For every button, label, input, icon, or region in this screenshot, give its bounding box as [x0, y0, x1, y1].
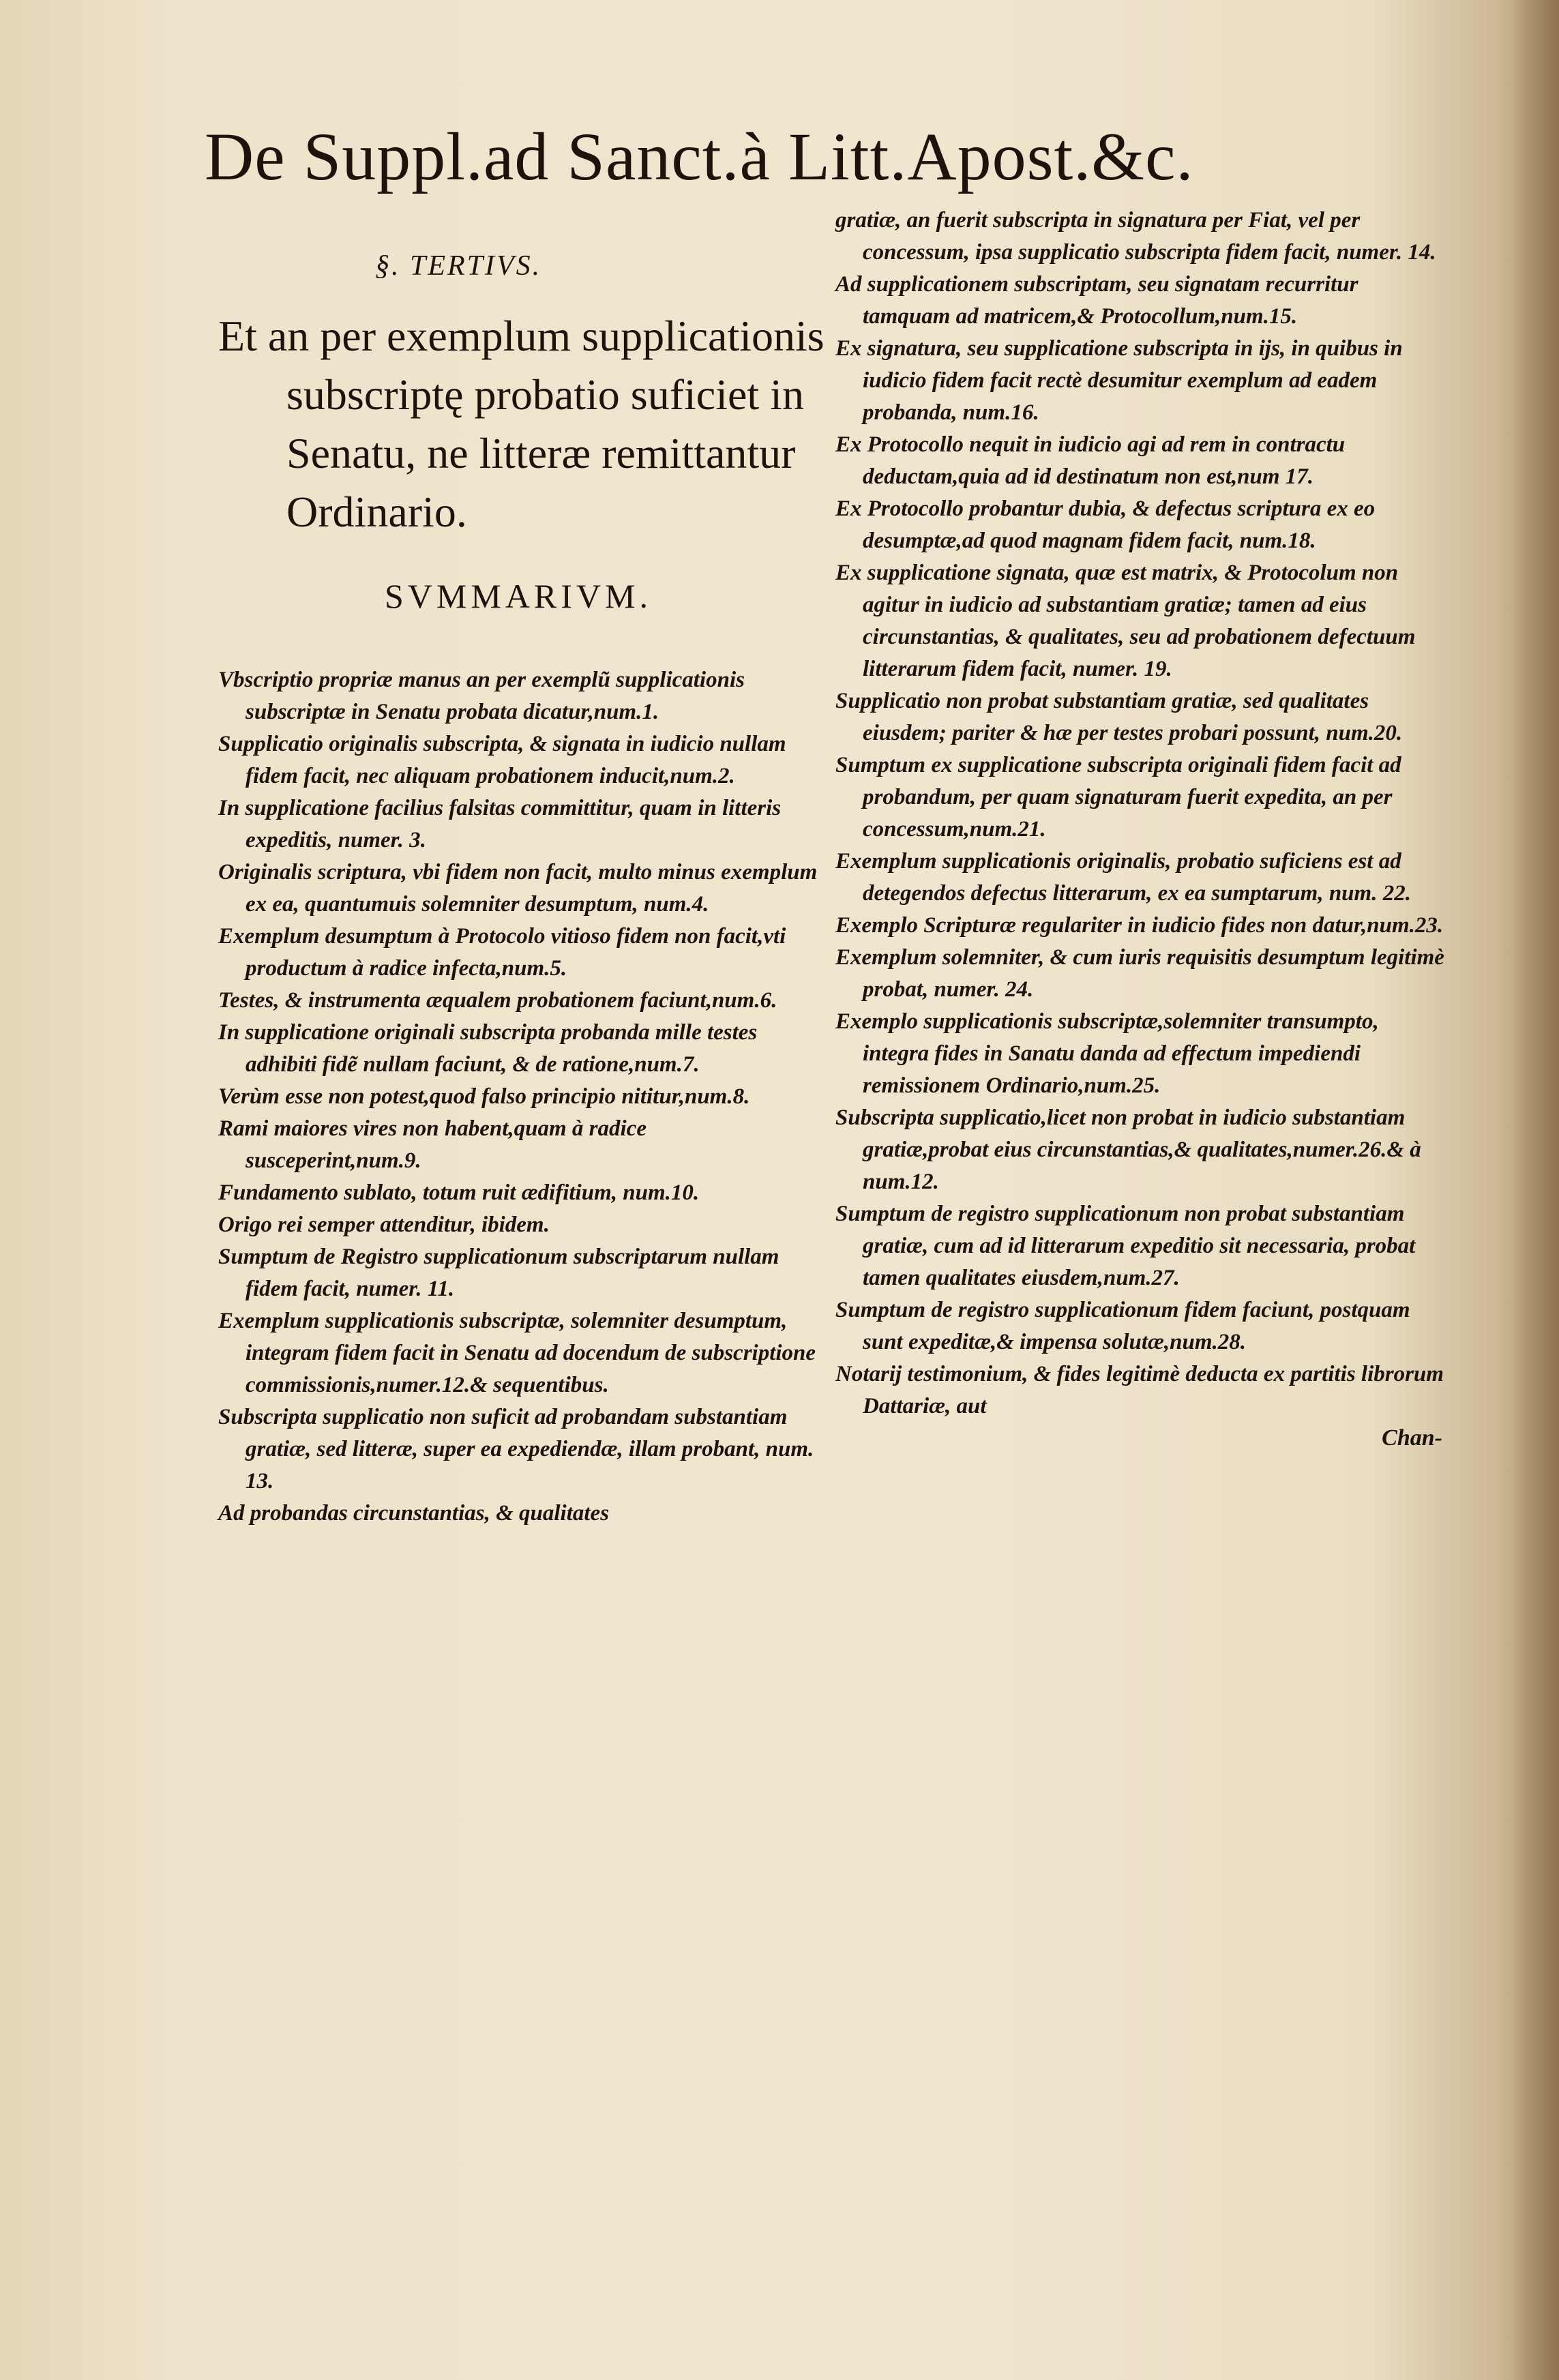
summary-entry: Sumptum de Registro supplicationum subscriptarum nullam fidem facit, numer. 11.: [218, 1245, 780, 1301]
summary-entry: In supplicatione facilius falsitas committitur, quam in litteris expeditis, numer. 3.: [218, 796, 782, 852]
summary-entry: Ad probandas circunstantias, & qualitates: [218, 1501, 610, 1526]
summary-entry: Ex supplicatione signata, quæ est matrix, & Protocolum non agitur in iudicio ad substantiam gratiæ; tamen ad eius circunstantias, & qualitates, seu ad probationem defectuum litterarum fidem facit, numer. 19.: [835, 561, 1416, 681]
catchword: Chan-: [1382, 1425, 1442, 1451]
summary-entry: Exemplum supplicationis originalis, probatio suficiens est ad detegendos defectus litterarum, ex ea sumptarum, num. 22.: [835, 849, 1411, 906]
summary-entry: Testes, & instrumenta æqualem probationem faciunt,num.6.: [218, 988, 777, 1013]
summary-entry: Verùm esse non potest,quod falso principio nititur,num.8.: [218, 1084, 750, 1109]
summary-entry: Ex Protocollo nequit in iudicio agi ad rem in contractu deductam,quia ad id destinatum non est,num 17.: [835, 432, 1346, 489]
summary-entry: Originalis scriptura, vbi fidem non facit, multo minus exemplum ex ea, quantumuis solemniter desumptum, num.4.: [218, 860, 818, 917]
left-summary-list: [218, 664, 818, 1530]
summary-entry: Exemplo supplicationis subscriptæ,solemniter transumpto, integra fides in Sanatu danda ad effectum impediendi remissionem Ordinario,num.25.: [835, 1009, 1379, 1098]
summary-entry: Ex signatura, seu supplicatione subscripta in ijs, in quibus in iudicio fidem facit rectè desumitur exemplum ad eadem probanda, num.16.: [835, 336, 1403, 425]
summary-entry: Exemplum supplicationis subscriptæ, solemniter desumptum, integram fidem facit in Senatu ad docendum de subscriptione commissionis,numer.12.& sequentibus.: [218, 1309, 816, 1397]
summary-entry: Fundamento sublato, totum ruit ædifitium, num.10.: [218, 1180, 700, 1205]
summary-entry: Rami maiores vires non habent,quam à radice susceperint,num.9.: [218, 1116, 647, 1173]
summary-entry: Supplicatio non probat substantiam gratiæ, sed qualitates eiusdem; pariter & hæ per testes probari possunt, num.20.: [835, 689, 1403, 745]
summary-entry: Exemplo Scripturæ regulariter in iudicio fides non datur,num.23.: [835, 913, 1444, 938]
page-edge-shadow: [1511, 0, 1559, 2380]
summary-entry: Supplicatio originalis subscripta, & signata in iudicio nullam fidem facit, nec aliquam probationem inducit,num.2.: [218, 732, 786, 788]
summary-entry: Sumptum de registro supplicationum non probat substantiam gratiæ, cum ad id litterarum expeditio sit necessaria, probat tamen qualitates eiusdem,num.27.: [835, 1202, 1416, 1290]
summary-entry: Subscripta supplicatio non suficit ad probandam substantiam gratiæ, sed litteræ, super ea expediendæ, illam probant, num. 13.: [218, 1405, 814, 1493]
left-column: [218, 239, 825, 1530]
right-summary-list: [835, 205, 1449, 1423]
summary-entry: Ex Protocollo probantur dubia, & defectus scriptura ex eo desumptæ,ad quod magnam fidem facit, num.18.: [835, 496, 1376, 553]
summary-entry: Subscripta supplicatio,licet non probat in iudicio substantiam gratiæ,probat eius circunstantias,& qualitates,numer.26.& à num.12.: [835, 1105, 1421, 1194]
running-head: De Suppl.ad Sanct.à Litt.Apost.&c.: [205, 119, 1194, 194]
summary-entry: Exemplum solemniter, & cum iuris requisitis desumptum legitimè probat, numer. 24.: [835, 945, 1444, 1002]
section-mark: §. TERTIVS.: [375, 250, 542, 282]
summary-entry: Sumptum de registro supplicationum fidem faciunt, postquam sunt expeditæ,& impensa solutæ,num.28.: [835, 1298, 1410, 1354]
summary-entry: Notarij testimonium, & fides legitimè deducta ex partitis librorum Dattariæ, aut: [835, 1362, 1444, 1418]
summary-entry: Origo rei semper attenditur, ibidem.: [218, 1213, 550, 1237]
summary-entry: In supplicatione originali subscripta probanda mille testes adhibiti fidẽ nullam faciunt, & de ratione,num.7.: [218, 1020, 758, 1077]
summary-entry: Vbscriptio propriæ manus an per exemplũ supplicationis subscriptæ in Senatu probata dicatur,num.1.: [218, 668, 745, 724]
section-title: Et an per exemplum supplicationis subscriptę probatio suficiet in Senatu, ne litteræ remittantur Ordinario.: [218, 312, 825, 536]
right-column: [835, 205, 1449, 1451]
summary-entry: Exemplum desumptum à Protocolo vitioso fidem non facit,vti productum à radice infecta,num.5.: [218, 924, 786, 981]
summary-entry: gratiæ, an fuerit subscripta in signatura per Fiat, vel per concessum, ipsa supplicatio subscripta fidem facit, numer. 14.: [835, 208, 1436, 265]
summary-entry: Ad supplicationem subscriptam, seu signatam recurritur tamquam ad matricem,& Protocollum,num.15.: [835, 272, 1358, 329]
summary-heading: SVMMARIVM.: [384, 577, 652, 615]
summary-entry: Sumptum ex supplicatione subscripta originali fidem facit ad probandum, per quam signaturam fuerit expedita, an per concessum,num.21.: [835, 753, 1401, 842]
